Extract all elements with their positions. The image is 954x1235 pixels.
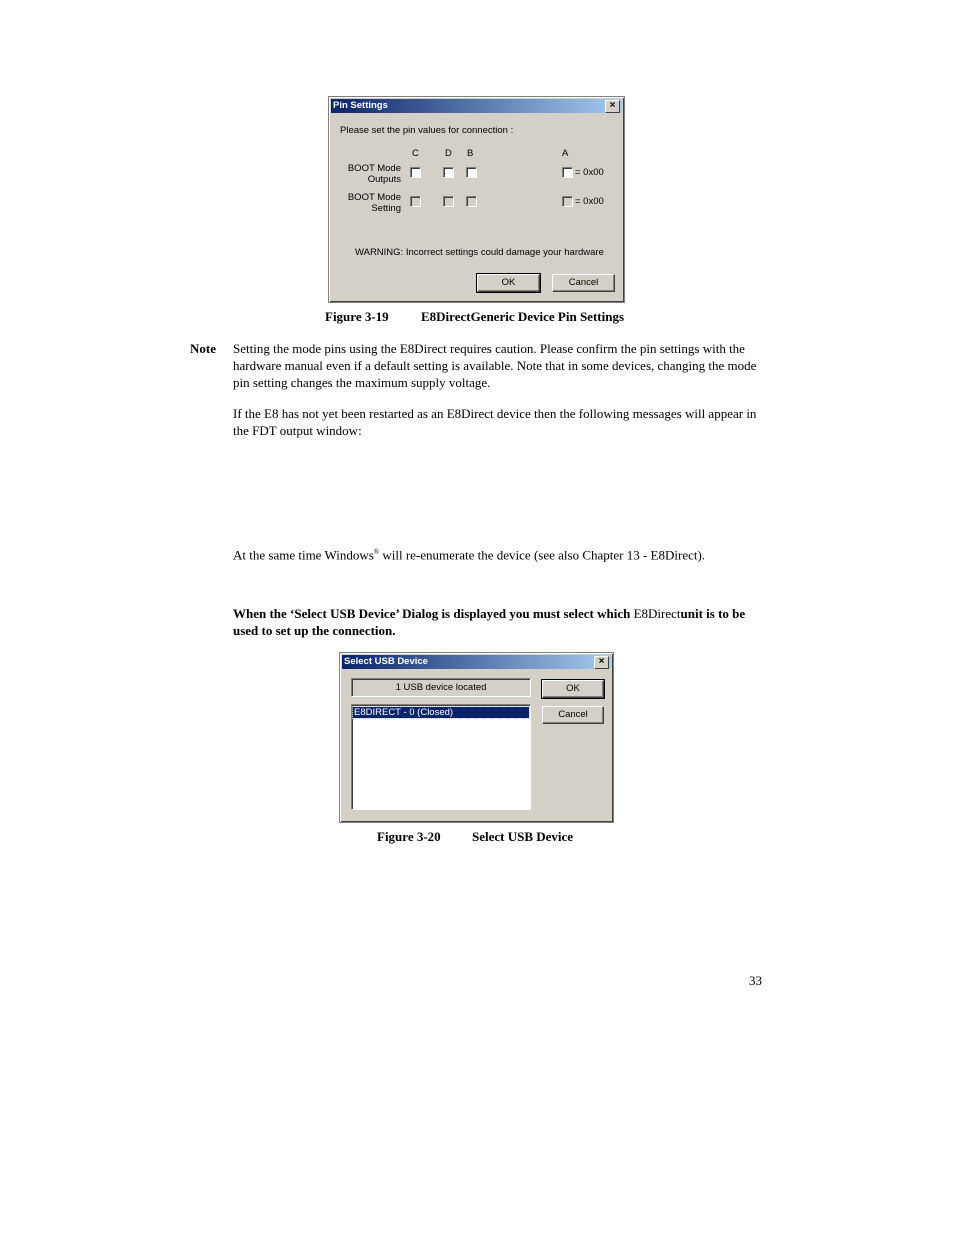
pin-settings-titlebar <box>331 99 622 113</box>
page-number: 33 <box>749 973 762 988</box>
close-icon[interactable]: × <box>594 656 609 669</box>
outputs-d-checkbox[interactable] <box>443 167 454 178</box>
restart-paragraph: If the E8 has not yet been restarted as an E8Direct device then the following messages will appear in the FDT output window: <box>233 406 757 438</box>
boot-mode-outputs-label <box>339 163 401 185</box>
pin-settings-dialog <box>328 96 625 303</box>
windows-text-after: will re-enumerate the device (see also Chapter 13 - E8Direct). <box>379 547 706 563</box>
select-usb-device-dialog <box>339 652 614 823</box>
outputs-a-checkbox[interactable] <box>562 167 573 178</box>
ok-button[interactable]: OK <box>477 274 540 292</box>
device-count-status <box>351 678 531 697</box>
device-list-item-label: E8DIRECT - 0 (Closed) <box>354 707 454 718</box>
registered-mark: ® <box>373 548 380 556</box>
boot-mode-setting-label <box>339 192 401 214</box>
select-text-part3: unit is to be used to set up the connection. <box>233 606 746 638</box>
outputs-c-checkbox[interactable] <box>410 167 421 178</box>
device-list-item[interactable] <box>353 707 529 718</box>
setting-d-checkbox[interactable] <box>443 196 454 207</box>
row1-line1: BOOT Mode <box>347 163 401 174</box>
note-label: Note <box>190 341 216 356</box>
note-text: Setting the mode pins using the E8Direct requires caution. Please confirm the pin settings with the hardware manual even if a default setting is available. Note that in some devices, changing the mode pin setting changes the maximum supply voltage. <box>233 341 757 390</box>
setting-value: = 0x00 <box>575 196 604 207</box>
warning-text: WARNING: Incorrect settings could damage your hardware <box>355 247 604 258</box>
select-text-part1: When the ‘Select USB Device’ Dialog is displayed you must select which <box>233 606 634 621</box>
device-count-text: 1 USB device located <box>395 682 487 693</box>
row2-line1: BOOT Mode <box>347 192 401 203</box>
column-header-b: B <box>467 148 474 159</box>
windows-paragraph <box>233 544 763 563</box>
setting-c-checkbox[interactable] <box>410 196 421 207</box>
device-listbox[interactable] <box>351 704 531 810</box>
setting-a-checkbox[interactable] <box>562 196 573 207</box>
figure-20-number: Figure 3-20 <box>377 829 441 844</box>
outputs-b-checkbox[interactable] <box>466 167 477 178</box>
row1-line2: Outputs <box>367 174 401 185</box>
usb-cancel-button[interactable]: Cancel <box>542 706 604 724</box>
windows-text-before: At the same time Windows <box>233 547 374 563</box>
row2-line2: Setting <box>371 203 401 214</box>
pin-settings-title: Pin Settings <box>333 100 388 111</box>
figure-20-title: Select USB Device <box>472 829 574 844</box>
outputs-value: = 0x00 <box>575 167 604 178</box>
usb-ok-button[interactable]: OK <box>542 680 604 698</box>
usb-dialog-title: Select USB Device <box>344 656 428 667</box>
select-device-paragraph <box>233 605 763 639</box>
figure-19-title: E8DirectGeneric Device Pin Settings <box>421 309 625 324</box>
close-icon[interactable]: × <box>605 100 620 113</box>
setting-b-checkbox[interactable] <box>466 196 477 207</box>
figure-19-number: Figure 3-19 <box>325 309 389 324</box>
column-header-d: D <box>445 148 452 159</box>
column-header-a: A <box>562 148 569 159</box>
usb-dialog-titlebar <box>342 655 611 669</box>
select-text-part2: E8Direct <box>633 606 681 621</box>
cancel-button[interactable]: Cancel <box>552 274 615 292</box>
column-header-c: C <box>412 148 419 159</box>
pin-prompt: Please set the pin values for connection : <box>340 125 514 136</box>
